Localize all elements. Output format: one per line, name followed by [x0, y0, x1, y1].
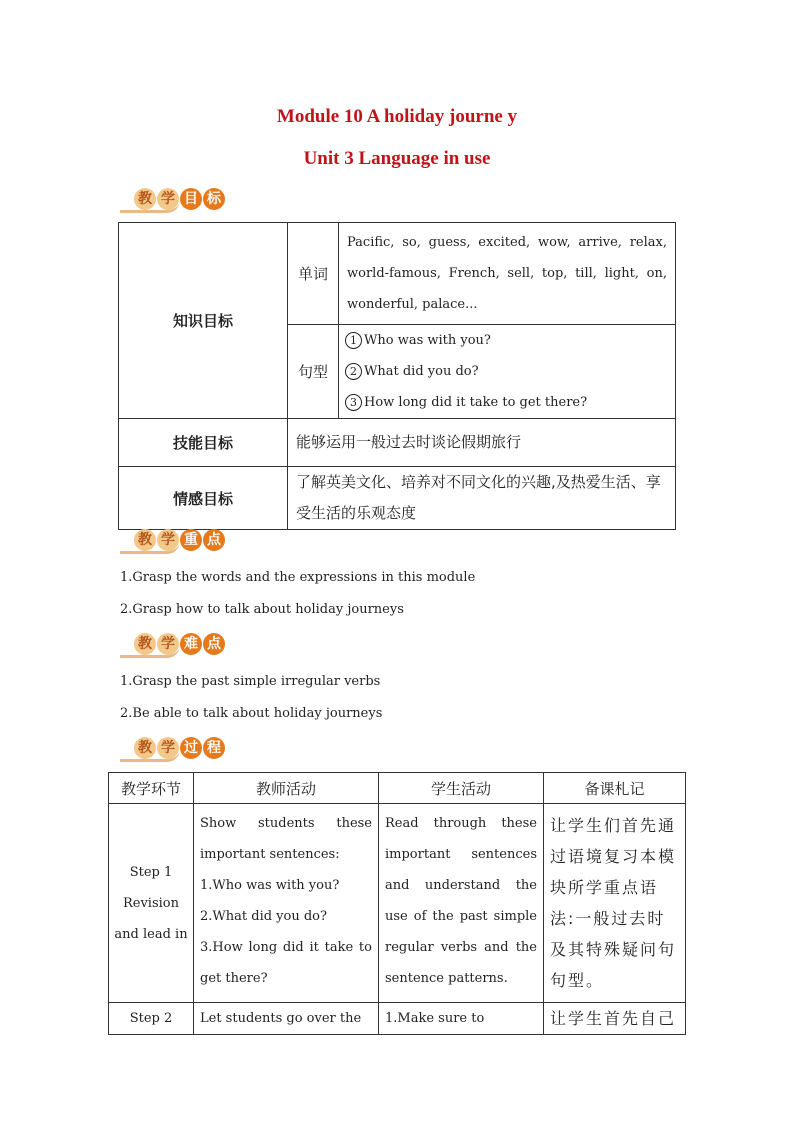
badge-char: 学 [157, 188, 179, 210]
words-cell: Pacific, so, guess, excited, wow, arrive, relax, world-famous, French, sell, top, till, light, on, wonderful, palace... [339, 223, 676, 325]
step-cell: Step 1 Revision and lead in [109, 804, 194, 1003]
badge-char: 重 [180, 529, 202, 551]
key-point-item: 2.Grasp how to talk about holiday journeys [120, 602, 404, 617]
badge-char: 教 [134, 633, 156, 655]
pattern-item [345, 356, 669, 387]
header-cell: 教学环节 [109, 773, 194, 804]
badge-char: 标 [203, 188, 225, 210]
objectives-badge [120, 188, 230, 214]
student-cell: Read through these important sentences and understand the use of the past simple regular verbs and the sentence patterns. [379, 804, 544, 1003]
badge-char: 过 [180, 737, 202, 759]
words-label: 单词 [288, 223, 339, 325]
badge-char: 学 [157, 529, 179, 551]
note-cell: 让学生首先自己 [544, 1003, 686, 1035]
student-cell: 1.Make sure to [379, 1003, 544, 1035]
badge-char: 目 [180, 188, 202, 210]
difficulty-item: 1.Grasp the past simple irregular verbs [120, 674, 381, 689]
badge-char: 点 [203, 529, 225, 551]
badge-char: 程 [203, 737, 225, 759]
teacher-cell: Let students go over the [194, 1003, 379, 1035]
pattern-text: What did you do? [364, 364, 479, 379]
badge-char: 难 [180, 633, 202, 655]
process-table [108, 772, 686, 1035]
patterns-label: 句型 [288, 325, 339, 419]
emotion-cell: 了解英美文化、培养对不同文化的兴趣,及热爱生活、享受生活的乐观态度 [288, 467, 676, 530]
badge-char: 教 [134, 188, 156, 210]
circled-number: 1 [345, 332, 362, 349]
step-cell: Step 2 [109, 1003, 194, 1035]
circled-number: 3 [345, 394, 362, 411]
teacher-cell: Show students these important sentences: 1.Who was with you? 2.What did you do? 3.How long did it take to get there? [194, 804, 379, 1003]
skill-label: 技能目标 [119, 419, 288, 467]
pattern-item [345, 387, 669, 418]
skill-cell: 能够运用一般过去时谈论假期旅行 [288, 419, 676, 467]
note-cell: 让学生们首先通过语境复习本模块所学重点语法:一般过去时及其特殊疑问句句型。 [544, 804, 686, 1003]
badge-char: 教 [134, 529, 156, 551]
objectives-table [118, 222, 676, 530]
badge-char: 学 [157, 737, 179, 759]
badge-char: 教 [134, 737, 156, 759]
key-points-list [120, 562, 475, 626]
header-cell: 备课札记 [544, 773, 686, 804]
difficulty-item: 2.Be able to talk about holiday journeys [120, 706, 383, 721]
unit-title: Unit 3 Language in use [303, 148, 491, 169]
key-points-badge [120, 529, 230, 555]
pattern-item [345, 325, 669, 356]
badge-char: 点 [203, 633, 225, 655]
badge-char: 学 [157, 633, 179, 655]
knowledge-label: 知识目标 [119, 223, 288, 419]
pattern-text: How long did it take to get there? [364, 395, 588, 410]
circled-number: 2 [345, 363, 362, 380]
header-cell: 学生活动 [379, 773, 544, 804]
module-title: Module 10 A holiday journe y [276, 106, 518, 127]
emotion-label: 情感目标 [119, 467, 288, 530]
difficulties-list [120, 666, 382, 730]
key-point-item: 1.Grasp the words and the expressions in this module [120, 570, 476, 585]
process-badge [120, 737, 230, 763]
header-cell: 教师活动 [194, 773, 379, 804]
patterns-cell [339, 325, 676, 419]
pattern-text: Who was with you? [364, 333, 491, 348]
difficulties-badge [120, 633, 230, 659]
